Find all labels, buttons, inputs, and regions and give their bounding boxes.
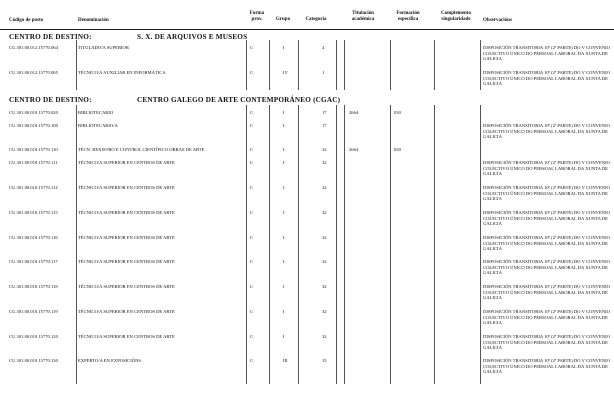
header-titulacion: Titulación académica (351, 11, 375, 22)
cell-tit: 2664 (349, 110, 359, 115)
cell-observacions: DISPOSICIÓN TRANSITORIA 10ª (2ª PARTE) DO V CONVENIO COLECTIVO ÚNICO DO PERSOAL LABORAL DA XUNTA DE GALICIA (483, 284, 610, 301)
column-divider (298, 40, 299, 90)
column-divider (269, 105, 270, 384)
cell-observacions: DISPOSICIÓN TRANSITORIA 10ª (2ª PARTE) DO V CONVENIO COLECTIVO ÚNICO DO PERSOAL LABORAL DA XUNTA DE GALICIA (483, 235, 610, 252)
section-label: CENTRO DE DESTINO: (9, 33, 92, 41)
column-divider (390, 105, 391, 384)
cell-den: TÉCNICO/A SUPERIOR EN CENTROS DE ARTE (78, 334, 175, 339)
header-categoria: Categoría (305, 17, 327, 22)
cell-forma: C (250, 70, 254, 75)
cell-form: 030 (394, 110, 401, 115)
cell-den: EXPERTO/A EN EXPOSICIÓNS (78, 358, 141, 363)
cell-observacions: DISPOSICIÓN TRANSITORIA 10ª (2ª PARTE) DO V CONVENIO COLECTIVO ÚNICO DO PERSOAL LABORAL DA XUNTA DE GALICIA (483, 334, 610, 351)
cell-cat: 1 (322, 70, 325, 75)
cell-forma: C (250, 160, 254, 165)
cell-observacions: DISPOSICIÓN TRANSITORIA 10ª (2ª PARTE) DO V CONVENIO COLECTIVO ÚNICO DO PERSOAL LABORAL DA XUNTA DE GALICIA (483, 210, 610, 227)
cell-observacions: DISPOSICIÓN TRANSITORIA 10ª (2ª PARTE) DO V CONVENIO COLECTIVO ÚNICO DO PERSOAL LABORAL DA XUNTA DE GALICIA (483, 358, 610, 375)
cell-observacions: DISPOSICIÓN TRANSITORIA 10ª (2ª PARTE) DO V CONVENIO COLECTIVO ÚNICO DO PERSOAL LABORAL DA XUNTA DE GALICIA (483, 160, 610, 177)
cell-grupo: I (283, 45, 285, 50)
cell-forma: C (250, 147, 254, 152)
cell-code: CU.301.00.010.15770.100 (9, 123, 58, 128)
cell-forma: C (250, 309, 254, 314)
cell-grupo: I (283, 235, 285, 240)
cell-grupo: I (283, 185, 285, 190)
cell-code: CU.301.00.010.15770.115 (9, 210, 58, 215)
cell-code: CU.301.00.010.15770.110 (9, 147, 58, 152)
cell-code: CU.301.00.010.15770.120 (9, 334, 58, 339)
section-label: CENTRO DE DESTINO: (9, 96, 92, 104)
cell-cat: 32 (322, 185, 327, 190)
cell-cat: 32 (322, 235, 327, 240)
cell-cat: 32 (322, 259, 327, 264)
cell-den: TÉCNICO/A SUPERIOR EN CENTROS DE ARTE (78, 185, 175, 190)
cell-observacions: DISPOSICIÓN TRANSITORIA 10ª (2ª PARTE) DO V CONVENIO COLECTIVO ÚNICO DO PERSOAL LABORAL DA XUNTA DE GALICIA (483, 123, 610, 140)
column-divider (246, 40, 247, 90)
cell-grupo: I (283, 334, 285, 339)
cell-code: CU.301.00.010.15770.111 (9, 160, 58, 165)
header-denominacion: Denominación (78, 18, 109, 23)
cell-grupo: IV (283, 70, 288, 75)
header-observacions: Observacións (483, 18, 512, 23)
cell-observacions: DISPOSICIÓN TRANSITORIA 10ª (2ª PARTE) DO V CONVENIO COLECTIVO ÚNICO DO PERSOAL LABORAL DA XUNTA DE GALICIA (483, 259, 610, 276)
cell-den: TÉCNICO/A SUPERIOR EN CENTROS DE ARTE (78, 160, 175, 165)
cell-forma: C (250, 185, 254, 190)
cell-cat: 4 (322, 45, 325, 50)
column-divider (434, 105, 435, 384)
column-divider (344, 40, 345, 90)
cell-cat: 32 (322, 147, 327, 152)
cell-grupo: III (283, 358, 288, 363)
cell-cat: 17 (322, 110, 327, 115)
header-codigo: Código de posto (9, 18, 44, 23)
cell-tit: 2664 (349, 147, 359, 152)
cell-den: TÉCNICO/A SUPERIOR EN CENTROS DE ARTE (78, 235, 175, 240)
cell-grupo: I (283, 210, 285, 215)
column-divider (76, 40, 77, 90)
column-divider (269, 40, 270, 90)
cell-code: CU.301.00.012.15770.065 (9, 70, 58, 75)
column-divider (298, 105, 299, 384)
cell-cat: 32 (322, 284, 327, 289)
cell-grupo: I (283, 309, 285, 314)
cell-cat: 32 (322, 309, 327, 314)
cell-forma: C (250, 210, 254, 215)
header-formacion: Formación específica (396, 11, 420, 22)
cell-cat: 15 (322, 358, 327, 363)
section-heading (9, 96, 341, 104)
column-divider (336, 40, 337, 90)
cell-den: TITULADO/A SUPERIOR (78, 45, 129, 50)
column-divider (480, 105, 481, 384)
cell-grupo: I (283, 147, 285, 152)
cell-den: BIBLIOTECARIO/A (78, 123, 118, 128)
header-complemento: Complemento singularidade (441, 11, 471, 22)
column-divider (480, 40, 481, 90)
cell-den: TÉCNICO/A SUPERIOR EN CENTROS DE ARTE (78, 259, 175, 264)
cell-forma: C (250, 259, 254, 264)
cell-code: CU.301.00.012.15770.064 (9, 45, 58, 50)
cell-den: BIBLIOTECARIO (78, 110, 114, 115)
cell-grupo: I (283, 284, 285, 289)
cell-form: 030 (394, 147, 401, 152)
section-title: CENTRO GALEGO DE ARTE CONTEMPORÁNEO (CGAC) (137, 96, 341, 104)
cell-code: CU.301.00.010.15770.116 (9, 235, 58, 240)
table-header (0, 0, 614, 30)
cell-grupo: I (283, 259, 285, 264)
cell-code: CU.301.00.010.15770.119 (9, 309, 58, 314)
cell-code: CU.301.00.010.15770.114 (9, 185, 58, 190)
cell-observacions: DISPOSICIÓN TRANSITORIA 10ª (2ª PARTE) DO V CONVENIO COLECTIVO ÚNICO DO PERSOAL LABORAL DA XUNTA DE GALICIA (483, 45, 610, 62)
cell-forma: C (250, 284, 254, 289)
column-divider (434, 40, 435, 90)
cell-observacions: DISPOSICIÓN TRANSITORIA 10ª (2ª PARTE) DO V CONVENIO COLECTIVO ÚNICO DO PERSOAL LABORAL DA XUNTA DE GALICIA (483, 70, 610, 87)
cell-cat: 17 (322, 123, 327, 128)
cell-den: TÉCNICO/A SUPERIOR EN CENTROS DE ARTE (78, 210, 175, 215)
cell-forma: C (250, 358, 254, 363)
section-title: S. X. DE ARQUIVOS E MUSEOS (137, 33, 248, 41)
cell-forma: C (250, 45, 254, 50)
cell-forma: C (250, 110, 254, 115)
header-grupo: Grupo (275, 17, 291, 22)
column-divider (390, 40, 391, 90)
cell-grupo: I (283, 123, 285, 128)
cell-den: TÉCNICO/A AUXILIAR EN INFORMÁTICA (78, 70, 166, 75)
column-divider (336, 105, 337, 384)
cell-forma: C (250, 123, 254, 128)
header-forma: Forma prov. (249, 11, 265, 22)
cell-forma: C (250, 334, 254, 339)
cell-den: TÉCNICO/A SUPERIOR EN CENTROS DE ARTE (78, 309, 175, 314)
cell-cat: 32 (322, 210, 327, 215)
cell-den: TÉCN. REXISTRO E CONTROL CIENTÍFICO OBRAS DE ARTE (78, 147, 205, 152)
cell-cat: 32 (322, 334, 327, 339)
section-heading (9, 33, 248, 41)
cell-cat: 32 (322, 160, 327, 165)
cell-grupo: I (283, 110, 285, 115)
column-divider (246, 105, 247, 384)
cell-code: CU.301.00.010.15770.020 (9, 110, 58, 115)
column-divider (344, 105, 345, 384)
cell-forma: C (250, 235, 254, 240)
cell-den: TÉCNICO/A SUPERIOR EN CENTROS DE ARTE (78, 284, 175, 289)
cell-code: CU.301.00.010.15770.118 (9, 284, 58, 289)
column-divider (76, 105, 77, 384)
cell-grupo: I (283, 160, 285, 165)
cell-code: CU.301.00.010.15770.130 (9, 358, 58, 363)
cell-code: CU.301.00.010.15770.117 (9, 259, 58, 264)
cell-observacions: DISPOSICIÓN TRANSITORIA 10ª (2ª PARTE) DO V CONVENIO COLECTIVO ÚNICO DO PERSOAL LABORAL DA XUNTA DE GALICIA (483, 185, 610, 202)
cell-observacions: DISPOSICIÓN TRANSITORIA 10ª (2ª PARTE) DO V CONVENIO COLECTIVO ÚNICO DO PERSOAL LABORAL DA XUNTA DE GALICIA (483, 309, 610, 326)
